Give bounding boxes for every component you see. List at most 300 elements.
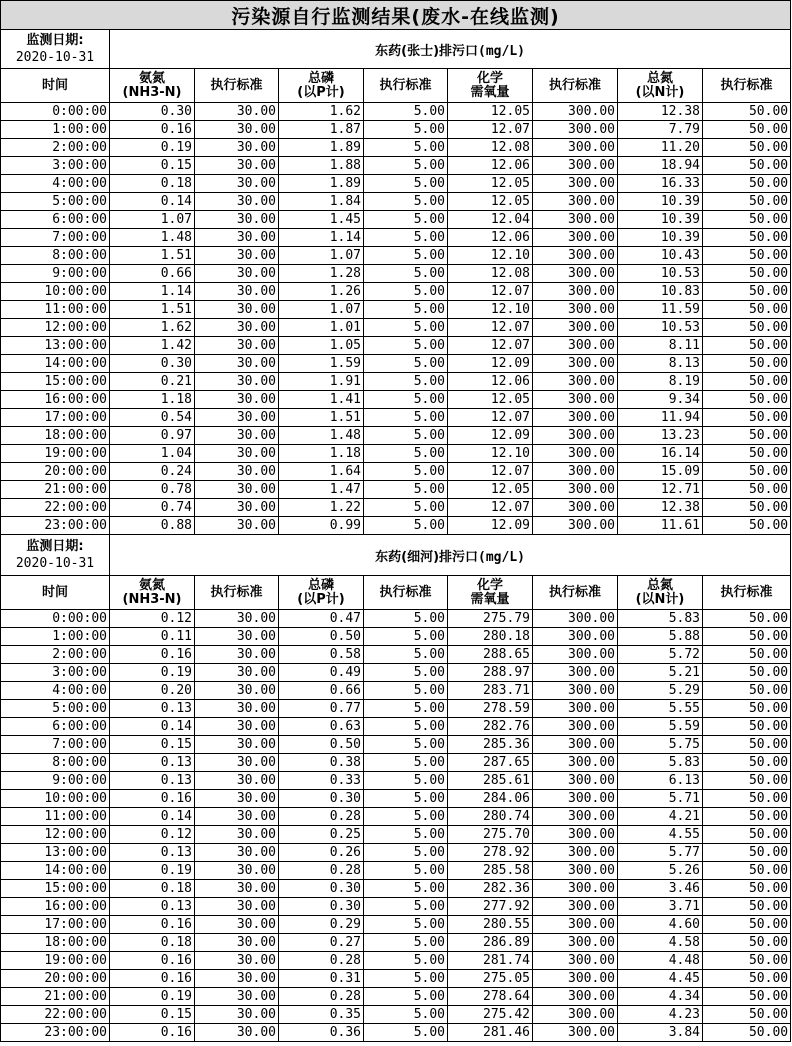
cod-cell: 285.36 [448, 736, 533, 754]
nh3-std-cell: 30.00 [195, 736, 279, 754]
tp-cell: 1.62 [279, 103, 364, 121]
tp-std-cell: 5.00 [364, 934, 448, 952]
tn-std-cell: 50.00 [703, 916, 791, 934]
tp-cell: 0.28 [279, 808, 364, 826]
time-cell: 16:00:00 [1, 898, 110, 916]
header-std-cod: 执行标准 [533, 69, 618, 103]
tp-std-cell: 5.00 [364, 1024, 448, 1042]
nh3-cell: 0.12 [110, 826, 195, 844]
cod-cell: 275.79 [448, 610, 533, 628]
tp-std-cell: 5.00 [364, 319, 448, 337]
nh3-std-cell: 30.00 [195, 391, 279, 409]
tp-std-cell: 5.00 [364, 121, 448, 139]
cod-std-cell: 300.00 [533, 718, 618, 736]
header-std-cod: 执行标准 [533, 576, 618, 610]
tp-cell: 1.89 [279, 175, 364, 193]
tn-std-cell: 50.00 [703, 139, 791, 157]
nh3-std-cell: 30.00 [195, 319, 279, 337]
nh3-cell: 0.14 [110, 718, 195, 736]
table-row [1, 283, 791, 301]
nh3-std-cell: 30.00 [195, 139, 279, 157]
tn-cell: 5.21 [618, 664, 703, 682]
time-cell: 18:00:00 [1, 427, 110, 445]
tn-std-cell: 50.00 [703, 229, 791, 247]
table-row [1, 628, 791, 646]
tn-std-cell: 50.00 [703, 499, 791, 517]
cod-cell: 12.07 [448, 409, 533, 427]
table-row [1, 844, 791, 862]
tn-std-cell: 50.00 [703, 247, 791, 265]
tn-std-cell: 50.00 [703, 862, 791, 880]
nh3-std-cell: 30.00 [195, 409, 279, 427]
nh3-std-cell: 30.00 [195, 337, 279, 355]
tn-cell: 8.11 [618, 337, 703, 355]
tn-cell: 5.83 [618, 754, 703, 772]
time-cell: 22:00:00 [1, 499, 110, 517]
tp-cell: 1.87 [279, 121, 364, 139]
time-cell: 17:00:00 [1, 409, 110, 427]
tp-cell: 0.28 [279, 952, 364, 970]
time-cell: 3:00:00 [1, 157, 110, 175]
tn-std-cell: 50.00 [703, 355, 791, 373]
outlet-unit: (mg/L) [478, 43, 525, 59]
tp-cell: 1.18 [279, 445, 364, 463]
tp-std-cell: 5.00 [364, 700, 448, 718]
table-row [1, 664, 791, 682]
time-cell: 5:00:00 [1, 700, 110, 718]
header-nh3: 氨氮 (NH3-N) [110, 69, 195, 103]
cod-cell: 12.07 [448, 337, 533, 355]
tp-std-cell: 5.00 [364, 247, 448, 265]
tp-cell: 1.88 [279, 157, 364, 175]
tn-std-cell: 50.00 [703, 610, 791, 628]
tn-cell: 4.58 [618, 934, 703, 952]
tn-cell: 5.77 [618, 844, 703, 862]
tp-std-cell: 5.00 [364, 682, 448, 700]
tp-cell: 0.36 [279, 1024, 364, 1042]
time-cell: 10:00:00 [1, 283, 110, 301]
tn-cell: 18.94 [618, 157, 703, 175]
nh3-cell: 0.18 [110, 880, 195, 898]
cod-std-cell: 300.00 [533, 175, 618, 193]
table-row [1, 826, 791, 844]
nh3-cell: 0.13 [110, 754, 195, 772]
tn-cell: 7.79 [618, 121, 703, 139]
cod-std-cell: 300.00 [533, 628, 618, 646]
tn-cell: 13.23 [618, 427, 703, 445]
header-std-tp: 执行标准 [364, 69, 448, 103]
cod-cell: 283.71 [448, 682, 533, 700]
time-cell: 0:00:00 [1, 610, 110, 628]
header-std-tp: 执行标准 [364, 576, 448, 610]
nh3-std-cell: 30.00 [195, 664, 279, 682]
time-cell: 3:00:00 [1, 664, 110, 682]
table-row [1, 463, 791, 481]
nh3-cell: 0.16 [110, 790, 195, 808]
time-cell: 16:00:00 [1, 391, 110, 409]
nh3-std-cell: 30.00 [195, 103, 279, 121]
nh3-cell: 1.48 [110, 229, 195, 247]
time-cell: 0:00:00 [1, 103, 110, 121]
tn-std-cell: 50.00 [703, 463, 791, 481]
monitoring-date-label: 监测日期: [26, 33, 84, 48]
cod-std-cell: 300.00 [533, 157, 618, 175]
tn-std-cell: 50.00 [703, 301, 791, 319]
tp-cell: 1.26 [279, 283, 364, 301]
cod-std-cell: 300.00 [533, 880, 618, 898]
cod-cell: 286.89 [448, 934, 533, 952]
tp-cell: 1.14 [279, 229, 364, 247]
tp-cell: 1.89 [279, 139, 364, 157]
tn-cell: 10.39 [618, 211, 703, 229]
tp-cell: 0.28 [279, 862, 364, 880]
table-row [1, 862, 791, 880]
nh3-cell: 0.16 [110, 1024, 195, 1042]
tp-cell: 1.84 [279, 193, 364, 211]
table-row [1, 736, 791, 754]
table-row [1, 175, 791, 193]
tn-cell: 5.59 [618, 718, 703, 736]
tn-std-cell: 50.00 [703, 319, 791, 337]
nh3-std-cell: 30.00 [195, 700, 279, 718]
cod-std-cell: 300.00 [533, 499, 618, 517]
cod-cell: 12.04 [448, 211, 533, 229]
time-cell: 13:00:00 [1, 337, 110, 355]
time-cell: 15:00:00 [1, 373, 110, 391]
header-tp: 总磷 (以P计) [279, 69, 364, 103]
tp-std-cell: 5.00 [364, 517, 448, 535]
column-header-row [1, 69, 791, 103]
nh3-std-cell: 30.00 [195, 808, 279, 826]
tp-std-cell: 5.00 [364, 844, 448, 862]
time-cell: 12:00:00 [1, 319, 110, 337]
nh3-cell: 0.24 [110, 463, 195, 481]
table-row [1, 916, 791, 934]
nh3-std-cell: 30.00 [195, 1006, 279, 1024]
tn-std-cell: 50.00 [703, 517, 791, 535]
tp-cell: 1.28 [279, 265, 364, 283]
cod-std-cell: 300.00 [533, 211, 618, 229]
cod-cell: 277.92 [448, 898, 533, 916]
tn-std-cell: 50.00 [703, 445, 791, 463]
tp-cell: 1.07 [279, 247, 364, 265]
cod-cell: 275.42 [448, 1006, 533, 1024]
tp-cell: 1.01 [279, 319, 364, 337]
time-cell: 8:00:00 [1, 754, 110, 772]
tn-cell: 4.48 [618, 952, 703, 970]
nh3-cell: 0.19 [110, 139, 195, 157]
table-row [1, 427, 791, 445]
tn-std-cell: 50.00 [703, 934, 791, 952]
tn-std-cell: 50.00 [703, 754, 791, 772]
cod-std-cell: 300.00 [533, 646, 618, 664]
table-row [1, 373, 791, 391]
tn-std-cell: 50.00 [703, 718, 791, 736]
time-cell: 20:00:00 [1, 463, 110, 481]
nh3-cell: 1.14 [110, 283, 195, 301]
tp-cell: 0.63 [279, 718, 364, 736]
cod-cell: 281.74 [448, 952, 533, 970]
table-row [1, 301, 791, 319]
time-cell: 5:00:00 [1, 193, 110, 211]
header-time: 时间 [1, 69, 110, 103]
cod-cell: 12.10 [448, 445, 533, 463]
tp-cell: 1.41 [279, 391, 364, 409]
tp-std-cell: 5.00 [364, 103, 448, 121]
nh3-std-cell: 30.00 [195, 121, 279, 139]
nh3-cell: 0.16 [110, 970, 195, 988]
table-row [1, 445, 791, 463]
tn-std-cell: 50.00 [703, 952, 791, 970]
time-cell: 2:00:00 [1, 139, 110, 157]
nh3-std-cell: 30.00 [195, 481, 279, 499]
tp-std-cell: 5.00 [364, 880, 448, 898]
tp-std-cell: 5.00 [364, 445, 448, 463]
tp-cell: 0.30 [279, 880, 364, 898]
tp-std-cell: 5.00 [364, 970, 448, 988]
tp-std-cell: 5.00 [364, 409, 448, 427]
cod-cell: 12.06 [448, 229, 533, 247]
table-row [1, 970, 791, 988]
nh3-cell: 0.15 [110, 736, 195, 754]
tp-cell: 0.30 [279, 898, 364, 916]
nh3-std-cell: 30.00 [195, 373, 279, 391]
table-row [1, 139, 791, 157]
tn-std-cell: 50.00 [703, 880, 791, 898]
time-cell: 1:00:00 [1, 121, 110, 139]
cod-std-cell: 300.00 [533, 373, 618, 391]
cod-cell: 288.97 [448, 664, 533, 682]
outlet-name-cell [110, 535, 791, 576]
time-cell: 15:00:00 [1, 880, 110, 898]
tp-std-cell: 5.00 [364, 283, 448, 301]
table-row [1, 319, 791, 337]
cod-std-cell: 300.00 [533, 355, 618, 373]
tn-std-cell: 50.00 [703, 283, 791, 301]
nh3-std-cell: 30.00 [195, 355, 279, 373]
time-cell: 19:00:00 [1, 952, 110, 970]
cod-cell: 280.18 [448, 628, 533, 646]
tp-std-cell: 5.00 [364, 610, 448, 628]
cod-cell: 12.07 [448, 319, 533, 337]
tp-std-cell: 5.00 [364, 139, 448, 157]
time-cell: 12:00:00 [1, 826, 110, 844]
nh3-cell: 0.19 [110, 664, 195, 682]
tn-std-cell: 50.00 [703, 175, 791, 193]
tp-std-cell: 5.00 [364, 175, 448, 193]
nh3-cell: 0.54 [110, 409, 195, 427]
tp-std-cell: 5.00 [364, 355, 448, 373]
tn-std-cell: 50.00 [703, 736, 791, 754]
tn-cell: 10.39 [618, 229, 703, 247]
cod-std-cell: 300.00 [533, 916, 618, 934]
tp-std-cell: 5.00 [364, 898, 448, 916]
table-row [1, 355, 791, 373]
nh3-std-cell: 30.00 [195, 610, 279, 628]
tn-cell: 5.83 [618, 610, 703, 628]
cod-cell: 285.61 [448, 772, 533, 790]
tp-std-cell: 5.00 [364, 337, 448, 355]
tp-cell: 0.58 [279, 646, 364, 664]
tp-std-cell: 5.00 [364, 718, 448, 736]
tp-std-cell: 5.00 [364, 211, 448, 229]
report-title: 污染源自行监测结果(废水-在线监测) [1, 1, 791, 30]
nh3-cell: 1.51 [110, 301, 195, 319]
time-cell: 11:00:00 [1, 808, 110, 826]
cod-std-cell: 300.00 [533, 844, 618, 862]
tn-cell: 15.09 [618, 463, 703, 481]
table-row [1, 157, 791, 175]
tn-cell: 4.34 [618, 988, 703, 1006]
cod-cell: 282.76 [448, 718, 533, 736]
time-cell: 20:00:00 [1, 970, 110, 988]
tp-cell: 1.91 [279, 373, 364, 391]
tn-std-cell: 50.00 [703, 211, 791, 229]
tp-std-cell: 5.00 [364, 916, 448, 934]
cod-cell: 278.59 [448, 700, 533, 718]
nh3-cell: 0.13 [110, 772, 195, 790]
cod-std-cell: 300.00 [533, 1006, 618, 1024]
tn-cell: 16.33 [618, 175, 703, 193]
nh3-std-cell: 30.00 [195, 682, 279, 700]
nh3-cell: 0.19 [110, 862, 195, 880]
tn-cell: 6.13 [618, 772, 703, 790]
tn-std-cell: 50.00 [703, 193, 791, 211]
cod-cell: 12.08 [448, 139, 533, 157]
tn-cell: 4.45 [618, 970, 703, 988]
tn-cell: 4.23 [618, 1006, 703, 1024]
time-cell: 6:00:00 [1, 211, 110, 229]
cod-cell: 285.58 [448, 862, 533, 880]
tp-std-cell: 5.00 [364, 988, 448, 1006]
cod-cell: 288.65 [448, 646, 533, 664]
nh3-std-cell: 30.00 [195, 193, 279, 211]
cod-std-cell: 300.00 [533, 772, 618, 790]
tn-cell: 5.88 [618, 628, 703, 646]
nh3-cell: 0.20 [110, 682, 195, 700]
time-cell: 21:00:00 [1, 481, 110, 499]
cod-std-cell: 300.00 [533, 139, 618, 157]
nh3-std-cell: 30.00 [195, 790, 279, 808]
nh3-std-cell: 30.00 [195, 499, 279, 517]
cod-std-cell: 300.00 [533, 517, 618, 535]
tn-cell: 5.26 [618, 862, 703, 880]
time-cell: 2:00:00 [1, 646, 110, 664]
tp-cell: 0.31 [279, 970, 364, 988]
table-row [1, 121, 791, 139]
tp-std-cell: 5.00 [364, 826, 448, 844]
cod-cell: 12.09 [448, 355, 533, 373]
table-row [1, 193, 791, 211]
nh3-std-cell: 30.00 [195, 463, 279, 481]
table-row [1, 880, 791, 898]
nh3-std-cell: 30.00 [195, 517, 279, 535]
nh3-std-cell: 30.00 [195, 1024, 279, 1042]
section-info-row [1, 30, 791, 69]
nh3-std-cell: 30.00 [195, 898, 279, 916]
monitoring-date-value: 2020-10-31 [15, 50, 95, 65]
table-row [1, 481, 791, 499]
cod-std-cell: 300.00 [533, 229, 618, 247]
tn-cell: 10.43 [618, 247, 703, 265]
cod-cell: 284.06 [448, 790, 533, 808]
tp-std-cell: 5.00 [364, 373, 448, 391]
nh3-std-cell: 30.00 [195, 916, 279, 934]
nh3-std-cell: 30.00 [195, 175, 279, 193]
nh3-cell: 1.18 [110, 391, 195, 409]
tn-cell: 3.46 [618, 880, 703, 898]
time-cell: 9:00:00 [1, 265, 110, 283]
cod-cell: 281.46 [448, 1024, 533, 1042]
time-cell: 4:00:00 [1, 682, 110, 700]
nh3-std-cell: 30.00 [195, 283, 279, 301]
time-cell: 23:00:00 [1, 517, 110, 535]
table-row [1, 1024, 791, 1042]
nh3-cell: 1.04 [110, 445, 195, 463]
table-row [1, 211, 791, 229]
cod-std-cell: 300.00 [533, 934, 618, 952]
tn-cell: 10.53 [618, 319, 703, 337]
tn-std-cell: 50.00 [703, 409, 791, 427]
data-rows-section-1 [1, 103, 791, 535]
tn-cell: 12.38 [618, 103, 703, 121]
cod-std-cell: 300.00 [533, 337, 618, 355]
cod-std-cell: 300.00 [533, 265, 618, 283]
cod-cell: 275.05 [448, 970, 533, 988]
tp-std-cell: 5.00 [364, 664, 448, 682]
header-time: 时间 [1, 576, 110, 610]
cod-cell: 12.07 [448, 499, 533, 517]
nh3-std-cell: 30.00 [195, 988, 279, 1006]
table-row [1, 682, 791, 700]
header-std-nh3: 执行标准 [195, 576, 279, 610]
table-row [1, 337, 791, 355]
tn-std-cell: 50.00 [703, 337, 791, 355]
cod-cell: 12.09 [448, 427, 533, 445]
tp-cell: 0.66 [279, 682, 364, 700]
tp-std-cell: 5.00 [364, 481, 448, 499]
tp-cell: 0.99 [279, 517, 364, 535]
tn-cell: 10.83 [618, 283, 703, 301]
tn-std-cell: 50.00 [703, 988, 791, 1006]
table-row [1, 808, 791, 826]
cod-std-cell: 300.00 [533, 121, 618, 139]
nh3-std-cell: 30.00 [195, 934, 279, 952]
nh3-std-cell: 30.00 [195, 844, 279, 862]
tn-std-cell: 50.00 [703, 844, 791, 862]
nh3-std-cell: 30.00 [195, 970, 279, 988]
nh3-cell: 0.88 [110, 517, 195, 535]
cod-cell: 12.09 [448, 517, 533, 535]
cod-cell: 282.36 [448, 880, 533, 898]
tp-cell: 1.05 [279, 337, 364, 355]
cod-std-cell: 300.00 [533, 952, 618, 970]
tp-std-cell: 5.00 [364, 772, 448, 790]
time-cell: 10:00:00 [1, 790, 110, 808]
nh3-std-cell: 30.00 [195, 211, 279, 229]
tn-std-cell: 50.00 [703, 826, 791, 844]
cod-std-cell: 300.00 [533, 247, 618, 265]
tn-std-cell: 50.00 [703, 481, 791, 499]
nh3-cell: 0.97 [110, 427, 195, 445]
cod-cell: 12.07 [448, 463, 533, 481]
time-cell: 14:00:00 [1, 862, 110, 880]
nh3-std-cell: 30.00 [195, 772, 279, 790]
cod-cell: 280.74 [448, 808, 533, 826]
tp-cell: 1.48 [279, 427, 364, 445]
time-cell: 18:00:00 [1, 934, 110, 952]
header-tp: 总磷 (以P计) [279, 576, 364, 610]
